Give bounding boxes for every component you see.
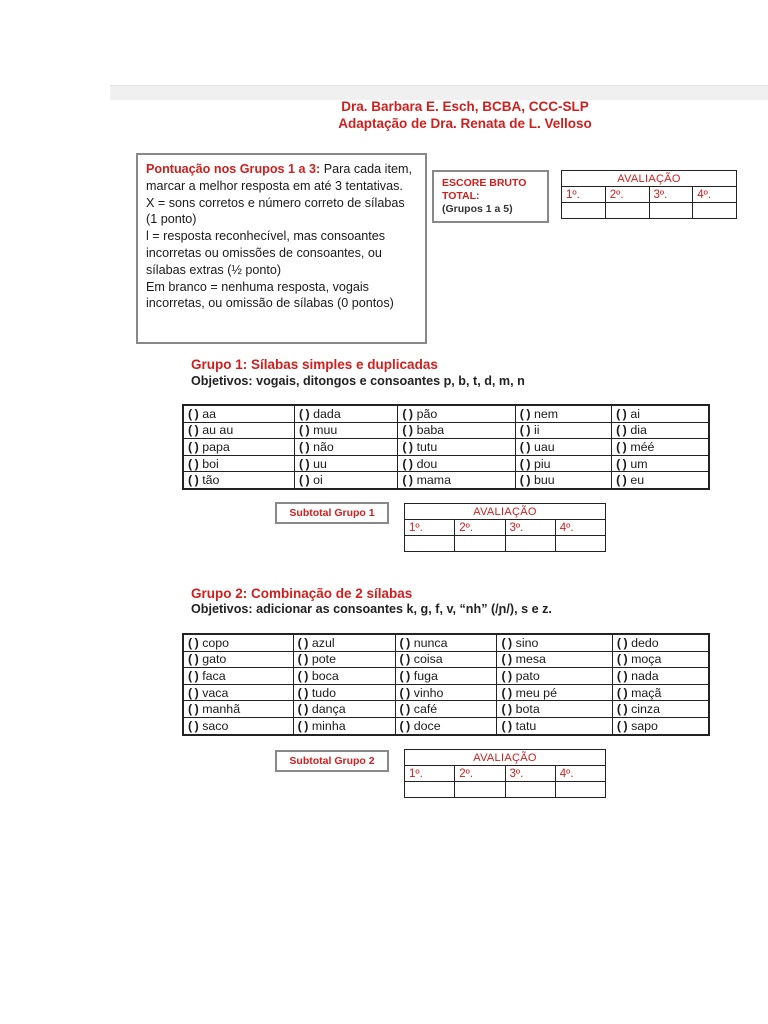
word-item <box>183 651 293 668</box>
word-label: não <box>313 439 334 454</box>
word-label: sapo <box>631 718 658 733</box>
word-label: nada <box>631 668 659 683</box>
checkbox[interactable]: ( ) <box>616 456 627 471</box>
word-item <box>183 668 293 685</box>
word-label: buu <box>533 473 555 488</box>
checkbox[interactable]: ( ) <box>616 718 628 733</box>
avaliacao-score-cell[interactable] <box>405 536 455 552</box>
checkbox[interactable]: ( ) <box>616 423 627 438</box>
word-item <box>612 422 709 439</box>
avaliacao-column-header: 4º. <box>693 187 737 203</box>
avaliacao-column-header: 1º. <box>405 520 455 536</box>
word-label: dedo <box>631 635 659 650</box>
word-label: copo <box>202 635 230 650</box>
word-label: saco <box>202 718 229 733</box>
word-item <box>612 668 709 685</box>
checkbox[interactable]: ( ) <box>501 668 512 683</box>
word-label: sino <box>515 635 539 650</box>
word-item <box>183 472 294 489</box>
grupo2-title: Grupo 2: Combinação de 2 sílabas <box>191 586 413 601</box>
table-row <box>183 668 709 685</box>
checkbox[interactable]: ( ) <box>501 652 512 667</box>
word-label: coisa <box>413 652 443 667</box>
word-label: dada <box>313 406 341 421</box>
word-item <box>497 651 612 668</box>
grupo2-objective: Objetivos: adicionar as consoantes k, g, f, v, “nh” (/ɲ/), s e z. <box>191 602 552 616</box>
grupo1-objective: Objetivos: vogais, ditongos e consoantes p, b, t, d, m, n <box>191 374 525 388</box>
word-item <box>612 684 709 701</box>
word-item <box>612 701 709 718</box>
word-label: tão <box>202 473 220 488</box>
word-label: aa <box>202 406 216 421</box>
word-item <box>183 717 293 734</box>
checkbox[interactable]: ( ) <box>501 718 512 733</box>
word-label: boca <box>311 668 339 683</box>
word-item <box>612 634 709 651</box>
checkbox[interactable]: ( ) <box>297 652 308 667</box>
avaliacao-column-header: 2º. <box>605 187 649 203</box>
checkbox[interactable]: ( ) <box>519 439 530 454</box>
word-label: pão <box>416 406 438 421</box>
word-item <box>294 455 397 472</box>
checkbox[interactable]: ( ) <box>188 718 199 733</box>
table-row <box>183 472 709 489</box>
word-label: muu <box>313 423 338 438</box>
word-item <box>497 684 612 701</box>
checkbox[interactable]: ( ) <box>519 406 530 421</box>
table-row <box>183 439 709 456</box>
word-item <box>293 634 395 651</box>
word-label: café <box>413 702 438 717</box>
avaliacao-score-cell[interactable] <box>455 536 505 552</box>
author-line: Dra. Barbara E. Esch, BCBA, CCC-SLP <box>341 99 589 114</box>
document-header <box>300 98 630 132</box>
checkbox[interactable]: ( ) <box>188 456 199 471</box>
word-item <box>294 422 397 439</box>
avaliacao-score-cell[interactable] <box>505 782 555 798</box>
avaliacao-column-header: 2º. <box>455 766 505 782</box>
word-item <box>612 717 709 734</box>
checkbox[interactable]: ( ) <box>616 473 627 488</box>
word-label: pote <box>311 652 336 667</box>
word-item <box>398 405 515 422</box>
word-item <box>183 405 294 422</box>
checkbox[interactable]: ( ) <box>188 668 199 683</box>
word-label: piu <box>533 456 551 471</box>
avaliacao-column-header: 1º. <box>562 187 606 203</box>
avaliacao-table-grupo1 <box>404 503 606 552</box>
checkbox[interactable]: ( ) <box>402 473 413 488</box>
checkbox[interactable]: ( ) <box>519 456 530 471</box>
word-item <box>612 439 709 456</box>
word-item <box>497 717 612 734</box>
avaliacao-score-cell[interactable] <box>555 782 605 798</box>
checkbox[interactable]: ( ) <box>399 652 410 667</box>
word-item <box>293 717 395 734</box>
avaliacao-table-grupo2 <box>404 749 606 798</box>
word-label: dia <box>630 423 647 438</box>
word-label: tatu <box>515 718 537 733</box>
word-item <box>395 684 497 701</box>
adaptation-line: Adaptação de Dra. Renata de L. Velloso <box>338 116 592 131</box>
word-item <box>497 634 612 651</box>
subtotal-grupo2-label: Subtotal Grupo 2 <box>275 750 389 772</box>
word-item <box>497 668 612 685</box>
checkbox[interactable]: ( ) <box>188 652 199 667</box>
word-item <box>293 651 395 668</box>
checkbox[interactable]: ( ) <box>616 652 628 667</box>
avaliacao-title: AVALIAÇÃO <box>405 750 606 766</box>
table-row <box>183 455 709 472</box>
checkbox[interactable]: ( ) <box>402 456 413 471</box>
scoring-instructions-box <box>136 153 427 344</box>
checkbox[interactable]: ( ) <box>402 423 413 438</box>
word-item <box>612 472 709 489</box>
word-item <box>183 439 294 456</box>
word-item <box>395 717 497 734</box>
word-label: bota <box>515 702 540 717</box>
word-label: tudo <box>311 685 336 700</box>
checkbox[interactable]: ( ) <box>519 473 530 488</box>
checkbox[interactable]: ( ) <box>297 702 308 717</box>
checkbox[interactable]: ( ) <box>298 456 310 471</box>
word-label: ai <box>630 406 640 421</box>
word-label: meu pé <box>515 685 557 700</box>
checkbox[interactable]: ( ) <box>399 718 410 733</box>
word-label: um <box>630 456 648 471</box>
word-item <box>395 651 497 668</box>
avaliacao-column-header: 1º. <box>405 766 455 782</box>
table-row <box>183 422 709 439</box>
word-item <box>395 668 497 685</box>
word-item <box>183 701 293 718</box>
table-row <box>183 701 709 718</box>
word-label: vaca <box>202 685 229 700</box>
checkbox[interactable]: ( ) <box>188 423 199 438</box>
table-row <box>183 634 709 651</box>
checkbox[interactable]: ( ) <box>402 406 413 421</box>
table-row <box>183 684 709 701</box>
checkbox[interactable]: ( ) <box>188 635 199 650</box>
avaliacao-column-header: 3º. <box>505 766 555 782</box>
word-label: vinho <box>413 685 444 700</box>
word-label: minha <box>311 718 346 733</box>
checkbox[interactable]: ( ) <box>399 668 410 683</box>
checkbox[interactable]: ( ) <box>188 685 199 700</box>
checkbox[interactable]: ( ) <box>616 406 627 421</box>
word-item <box>515 422 611 439</box>
word-label: baba <box>416 423 445 438</box>
checkbox[interactable]: ( ) <box>616 635 628 650</box>
word-label: gato <box>202 652 227 667</box>
word-label: doce <box>413 718 441 733</box>
table-row <box>183 405 709 422</box>
checkbox[interactable]: ( ) <box>519 423 530 438</box>
word-label: méé <box>630 439 655 454</box>
word-item <box>293 684 395 701</box>
avaliacao-score-cell[interactable] <box>455 782 505 798</box>
grupo1-word-table <box>182 404 710 490</box>
word-label: mesa <box>515 652 546 667</box>
avaliacao-score-cell[interactable] <box>562 203 606 219</box>
checkbox[interactable]: ( ) <box>298 473 310 488</box>
word-label: au au <box>202 423 234 438</box>
checkbox[interactable]: ( ) <box>297 668 308 683</box>
checkbox[interactable]: ( ) <box>297 635 308 650</box>
word-label: cinza <box>631 702 661 717</box>
word-item <box>398 455 515 472</box>
checkbox[interactable]: ( ) <box>399 685 410 700</box>
table-row <box>183 717 709 734</box>
avaliacao-column-header: 3º. <box>649 187 693 203</box>
word-label: uu <box>313 456 327 471</box>
word-item <box>612 455 709 472</box>
word-label: manhã <box>202 702 241 717</box>
checkbox[interactable]: ( ) <box>188 702 199 717</box>
instructions-l-rule: l = resposta reconhecível, mas consoantes incorretas ou omissões de consoantes, ou sílabas extras (½ ponto) <box>146 229 386 277</box>
word-label: boi <box>202 456 219 471</box>
subtotal-grupo1-label: Subtotal Grupo 1 <box>275 502 389 524</box>
checkbox[interactable]: ( ) <box>616 668 628 683</box>
escore-bruto-box <box>432 170 549 223</box>
checkbox[interactable]: ( ) <box>399 702 410 717</box>
checkbox[interactable]: ( ) <box>501 635 512 650</box>
word-item <box>293 701 395 718</box>
word-item <box>398 472 515 489</box>
word-item <box>612 651 709 668</box>
word-label: mama <box>416 473 451 488</box>
word-item <box>183 422 294 439</box>
word-label: ii <box>533 423 540 438</box>
avaliacao-title: AVALIAÇÃO <box>405 504 606 520</box>
grupo1-title: Grupo 1: Sílabas simples e duplicadas <box>191 357 438 372</box>
avaliacao-title: AVALIAÇÃO <box>562 171 737 187</box>
avaliacao-score-cell[interactable] <box>405 782 455 798</box>
word-label: faca <box>202 668 226 683</box>
word-item <box>183 455 294 472</box>
word-label: eu <box>630 473 645 488</box>
checkbox[interactable]: ( ) <box>188 406 199 421</box>
word-item <box>294 405 397 422</box>
checkbox[interactable]: ( ) <box>616 702 628 717</box>
grupo2-word-table <box>182 633 710 736</box>
word-item <box>293 668 395 685</box>
checkbox[interactable]: ( ) <box>501 685 512 700</box>
avaliacao-column-header: 4º. <box>555 766 605 782</box>
avaliacao-score-cell[interactable] <box>505 536 555 552</box>
word-label: oi <box>313 473 323 488</box>
word-item <box>515 472 611 489</box>
checkbox[interactable]: ( ) <box>188 473 199 488</box>
checkbox[interactable]: ( ) <box>298 439 310 454</box>
avaliacao-table-total <box>561 170 737 219</box>
word-item <box>183 634 293 651</box>
word-label: moça <box>631 652 662 667</box>
avaliacao-column-header: 4º. <box>555 520 605 536</box>
word-item <box>515 455 611 472</box>
avaliacao-column-header: 2º. <box>455 520 505 536</box>
escore-label: ESCORE BRUTO <box>442 177 527 189</box>
word-label: maçã <box>631 685 662 700</box>
escore-groups-note: (Grupos 1 a 5) <box>442 203 513 215</box>
word-item <box>395 634 497 651</box>
instructions-x-rule: X = sons corretos e número correto de sílabas (1 ponto) <box>146 195 405 227</box>
word-item <box>515 439 611 456</box>
instructions-intro: Para cada item, marcar a melhor resposta em até 3 tentativas. <box>146 162 412 193</box>
word-item <box>294 472 397 489</box>
avaliacao-column-header: 3º. <box>505 520 555 536</box>
word-item <box>294 439 397 456</box>
word-label: tutu <box>416 439 438 454</box>
avaliacao-score-cell[interactable] <box>693 203 737 219</box>
word-label: dança <box>311 702 346 717</box>
word-label: fuga <box>413 668 438 683</box>
word-label: dou <box>416 456 438 471</box>
word-label: azul <box>311 635 335 650</box>
word-label: papa <box>202 439 230 454</box>
table-row <box>183 651 709 668</box>
instructions-title: Pontuação nos Grupos 1 a 3: <box>146 162 321 176</box>
word-label: pato <box>515 668 540 683</box>
word-item <box>398 439 515 456</box>
checkbox[interactable]: ( ) <box>297 718 308 733</box>
word-item <box>612 405 709 422</box>
instructions-blank-rule: Em branco = nenhuma resposta, vogais incorretas, ou omissão de sílabas (0 pontos) <box>146 279 394 311</box>
word-item <box>497 701 612 718</box>
checkbox[interactable]: ( ) <box>402 439 413 454</box>
word-label: nunca <box>413 635 448 650</box>
escore-total-label: TOTAL: <box>442 190 480 202</box>
word-label: uau <box>533 439 555 454</box>
avaliacao-score-cell[interactable] <box>555 536 605 552</box>
checkbox[interactable]: ( ) <box>399 635 410 650</box>
avaliacao-score-cell[interactable] <box>605 203 649 219</box>
checkbox[interactable]: ( ) <box>188 439 199 454</box>
avaliacao-score-cell[interactable] <box>649 203 693 219</box>
checkbox[interactable]: ( ) <box>298 423 310 438</box>
word-item <box>395 701 497 718</box>
word-item <box>515 405 611 422</box>
checkbox[interactable]: ( ) <box>501 702 512 717</box>
checkbox[interactable]: ( ) <box>616 685 628 700</box>
word-label: nem <box>533 406 559 421</box>
checkbox[interactable]: ( ) <box>298 406 310 421</box>
checkbox[interactable]: ( ) <box>297 685 308 700</box>
checkbox[interactable]: ( ) <box>616 439 627 454</box>
word-item <box>183 684 293 701</box>
word-item <box>398 422 515 439</box>
